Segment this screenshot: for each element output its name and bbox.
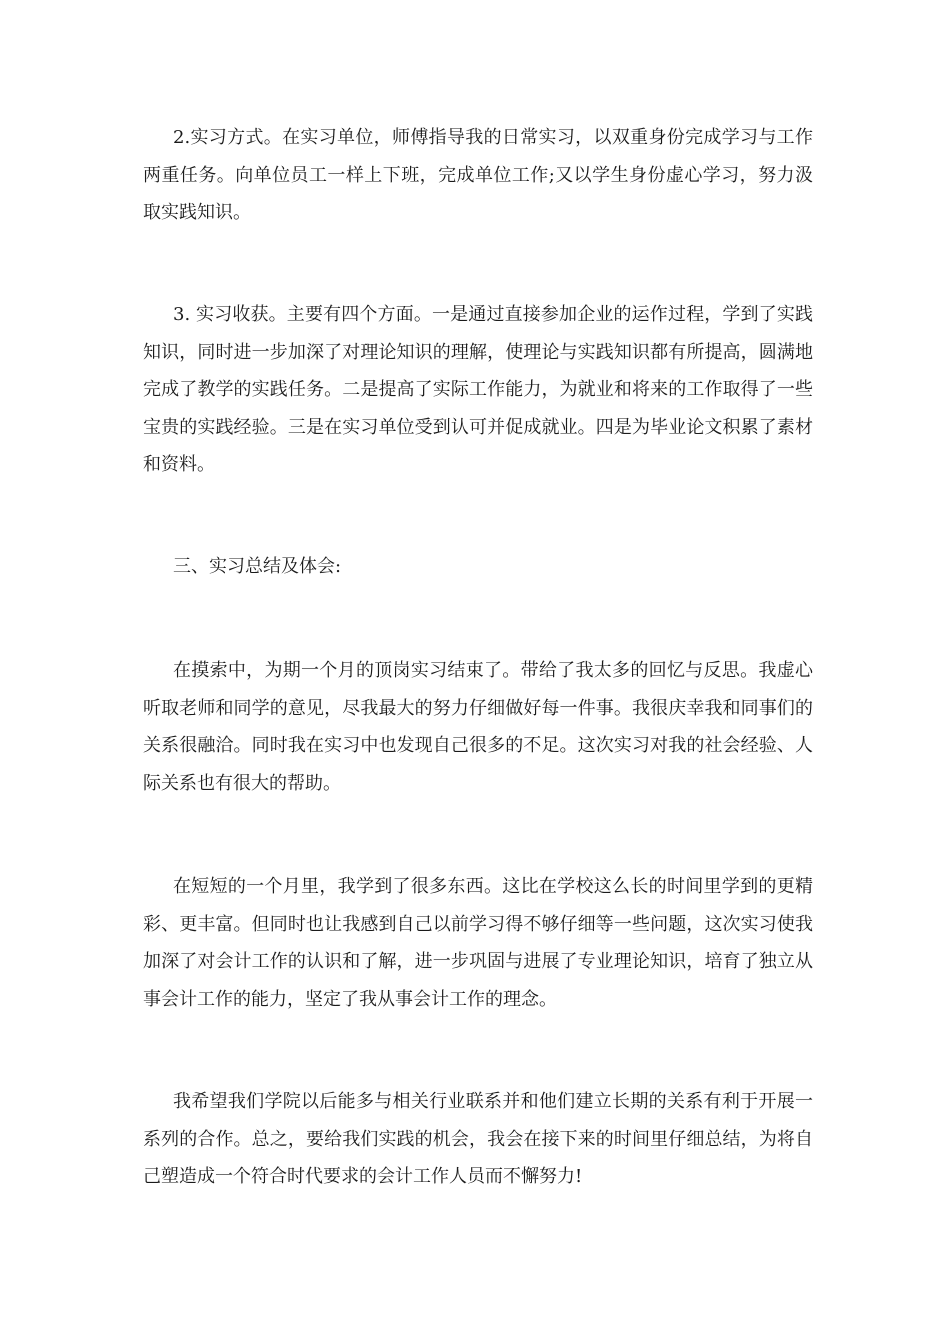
paragraph-internship-method: 2.实习方式。在实习单位，师傅指导我的日常实习，以双重身份完成学习与工作两重任务。向单位员工一样上下班，完成单位工作;又以学生身份虚心学习，努力汲取实践知识。: [143, 127, 813, 223]
section-heading-summary: 三、实习总结及体会:: [173, 556, 342, 577]
paragraph-hope: 我希望我们学院以后能多与相关行业联系并和他们建立长期的关系有利于开展一系列的合作。总之，要给我们实践的机会，我会在接下来的时间里仔细总结，为将自己塑造成一个符合时代要求的会计工作人员而不懈努力!: [143, 1091, 813, 1187]
paragraph-reflection: 在摸索中，为期一个月的顶岗实习结束了。带给了我太多的回忆与反思。我虚心听取老师和同学的意见，尽我最大的努力仔细做好每一件事。我很庆幸我和同事们的关系很融洽。同时我在实习中也发现自己很多的不足。这次实习对我的社会经验、人际关系也有很大的帮助。: [143, 660, 813, 794]
paragraph-internship-gains: 3. 实习收获。主要有四个方面。一是通过直接参加企业的运作过程，学到了实践知识，同时进一步加深了对理论知识的理解，使理论与实践知识都有所提高，圆满地完成了教学的实践任务。二是提高了实际工作能力，为就业和将来的工作取得了一些宝贵的实践经验。三是在实习单位受到认可并促成就业。四是为毕业论文积累了素材和资料。: [143, 304, 813, 475]
paragraph-learning: 在短短的一个月里，我学到了很多东西。这比在学校这么长的时间里学到的更精彩、更丰富。但同时也让我感到自己以前学习得不够仔细等一些问题，这次实习使我加深了对会计工作的认识和了解，进一步巩固与进展了专业理论知识，培育了独立从事会计工作的能力，坚定了我从事会计工作的理念。: [143, 876, 813, 1010]
